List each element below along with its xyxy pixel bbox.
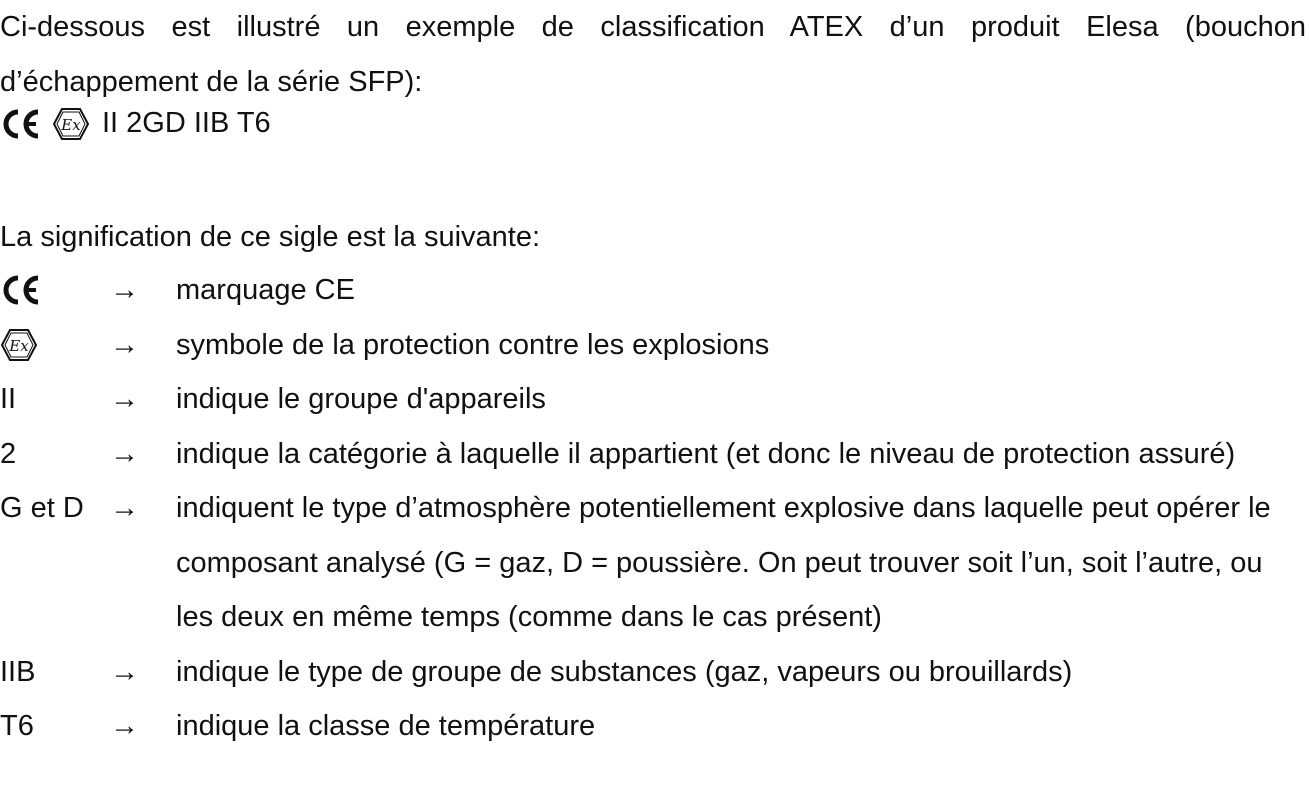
- list-item: [0, 263, 1309, 318]
- ce-mark-icon: [0, 275, 42, 305]
- legend-key: 2: [0, 437, 17, 470]
- legend-description: indiquent le type d’atmosphère potentiellement explosive dans laquelle peut opérer le composant analysé (G = gaz, D = poussière. On peut trouver soit l’un, soit l’autre, ou les deux en même temps (comme dans le cas présent): [176, 492, 1271, 633]
- ex-hexagon-icon: [0, 328, 38, 362]
- atex-marking-line: [0, 96, 271, 151]
- legend-description: indique le groupe d'appareils: [176, 383, 546, 415]
- arrow-icon: →: [110, 655, 139, 688]
- legend-description: indique la classe de température: [176, 710, 596, 742]
- signification-heading: La signification de ce sigle est la suivante:: [0, 221, 541, 253]
- legend-description: symbole de la protection contre les explosions: [176, 328, 770, 361]
- arrow-icon: →: [110, 328, 139, 361]
- legend-key: G et D: [0, 492, 84, 524]
- list-item: [0, 699, 1309, 754]
- arrow-icon: →: [110, 274, 139, 306]
- atex-code: II 2GD IIB T6: [102, 107, 271, 139]
- legend-key: IIB: [0, 655, 36, 688]
- legend-key: [0, 263, 110, 318]
- legend-key: II: [0, 383, 17, 415]
- arrow-icon: →: [110, 383, 139, 415]
- list-item: [0, 318, 1309, 373]
- list-item: [0, 645, 1309, 700]
- arrow-icon: →: [110, 710, 139, 742]
- arrow-icon: →: [110, 437, 139, 470]
- intro-paragraph: Ci-dessous est illustré un exemple de classification ATEX d’un produit Elesa (bouchon d’échappement de la série SFP):: [0, 11, 1306, 98]
- legend-description: indique la catégorie à laquelle il appartient (et donc le niveau de protection assuré): [176, 437, 1236, 470]
- list-item: [0, 427, 1309, 482]
- legend-description: indique le type de groupe de substances (gaz, vapeurs ou brouillards): [176, 655, 1073, 688]
- svg-text:Ex: Ex: [9, 336, 29, 355]
- legend-description: marquage CE: [176, 274, 355, 306]
- list-item: [0, 372, 1309, 427]
- arrow-icon: →: [110, 492, 139, 524]
- legend-key: [0, 318, 110, 373]
- list-item: [0, 481, 1309, 645]
- ex-hexagon-icon: [52, 107, 90, 141]
- svg-text:Ex: Ex: [61, 115, 81, 134]
- ce-mark-icon: [0, 109, 42, 139]
- signification-list: [0, 263, 1309, 754]
- legend-key: T6: [0, 710, 34, 742]
